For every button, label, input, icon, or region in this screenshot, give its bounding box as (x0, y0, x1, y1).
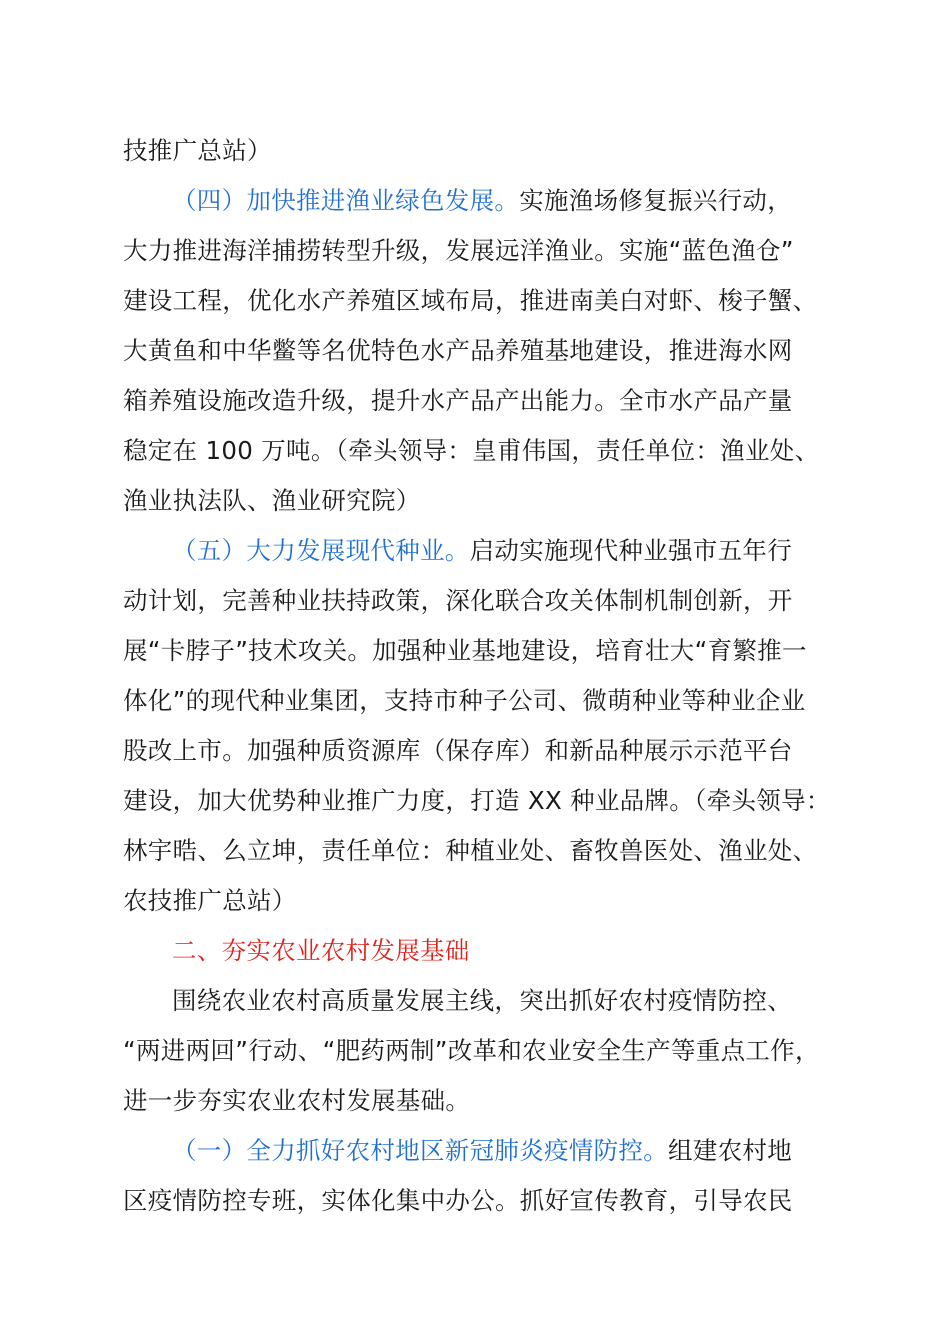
text-line: 技推广总站） (123, 136, 272, 165)
text-line: 区疫情防控专班，实体化集中办公。抓好宣传教育，引导农民 (123, 1186, 793, 1215)
section-heading: 二、夯实农业农村发展基础 (172, 936, 470, 965)
text-line: 建设，加大优势种业推广力度，打造 XX 种业品牌。（牵头领导： (123, 786, 831, 815)
subsection-heading: （五）大力发展现代种业。 (172, 536, 470, 565)
subsection-heading: （四）加快推进渔业绿色发展。 (172, 186, 520, 215)
text-line: 体化”的现代种业集团，支持市种子公司、微萌种业等种业企业 (123, 686, 806, 715)
text-line: 稳定在 100 万吨。（牵头领导：皇甫伟国，责任单位：渔业处、 (123, 436, 820, 465)
text-line: 展“卡脖子”技术攻关。加强种业基地建设，培育壮大“育繁推一 (123, 636, 807, 665)
text-line: 渔业执法队、渔业研究院） (123, 486, 421, 515)
text-line: 箱养殖设施改造升级，提升水产品产出能力。全市水产品产量 (123, 386, 793, 415)
text-line: 进一步夯实农业农村发展基础。 (123, 1086, 471, 1115)
text-line: 动计划，完善种业扶持政策，深化联合攻关体制机制创新，开 (123, 586, 793, 615)
subsection-heading-line: （四）加快推进渔业绿色发展。实施渔场修复振兴行动， (172, 186, 793, 215)
text-line: 大黄鱼和中华鳖等名优特色水产品养殖基地建设，推进海水网 (123, 336, 793, 365)
text-line: “两进两回”行动、“肥药两制”改革和农业安全生产等重点工作， (123, 1036, 820, 1065)
subsection-heading: （一）全力抓好农村地区新冠肺炎疫情防控。 (172, 1136, 668, 1165)
subsection-heading-line: （五）大力发展现代种业。启动实施现代种业强市五年行 (172, 536, 793, 565)
text-line: 林宇晧、么立坤，责任单位：种植业处、畜牧兽医处、渔业处、 (123, 836, 818, 865)
text-line: 农技推广总站） (123, 886, 297, 915)
subsection-heading-line: （一）全力抓好农村地区新冠肺炎疫情防控。组建农村地 (172, 1136, 792, 1165)
text-line: 围绕农业农村高质量发展主线，突出抓好农村疫情防控、 (172, 986, 792, 1015)
text-line: 建设工程，优化水产养殖区域布局，推进南美白对虾、梭子蟹、 (123, 286, 818, 315)
text-line: 股改上市。加强种质资源库（保存库）和新品种展示示范平台 (123, 736, 793, 765)
text-line: 大力推进海洋捕捞转型升级，发展远洋渔业。实施“蓝色渔仓” (123, 236, 794, 265)
